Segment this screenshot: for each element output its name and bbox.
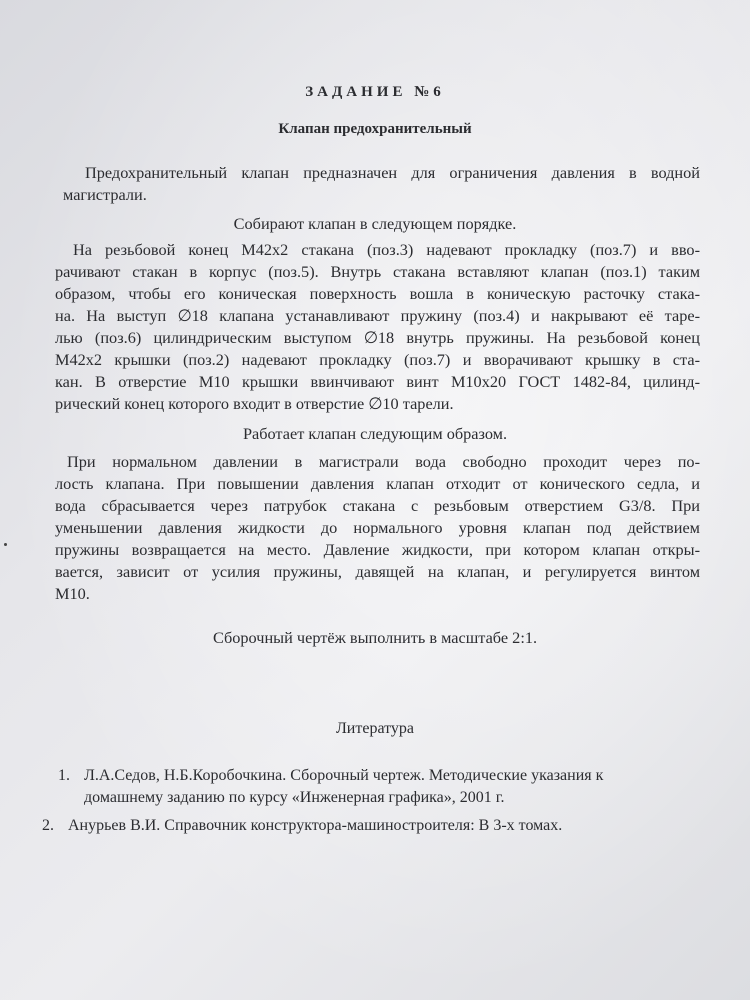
text-line: уменьшении давления жидкости до нормального уровня клапан под действием <box>55 518 700 537</box>
assembly-paragraph <box>55 239 700 415</box>
assembly-heading: Собирают клапан в следующем порядке. <box>233 214 517 233</box>
intro-paragraph <box>55 162 700 206</box>
text-line: лость клапана. При повышении давления клапан отходит от конического седла, и <box>55 474 700 493</box>
text-line: образом, чтобы его коническая поверхность вошла в коническую расточку стака- <box>55 284 700 303</box>
text-line: При нормальном давлении в магистрали вода свободно проходит через по- <box>67 452 700 471</box>
part-name: Клапан предохранительный <box>278 121 472 137</box>
literature-line: домашнему заданию по курсу «Инженерная графика», 2001 г. <box>84 789 505 806</box>
text-line: М42х2 крышки (поз.2) надевают прокладку (поз.7) и вворачивают крышку в ста- <box>55 350 700 369</box>
text-line: М10. <box>55 584 90 603</box>
operation-heading: Работает клапан следующим образом. <box>242 424 508 443</box>
operation-paragraph <box>55 451 700 605</box>
text-line: рический конец которого входит в отверстие ∅10 тарели. <box>55 394 454 413</box>
text-line: кан. В отверстие М10 крышки ввинчивают винт М10х20 ГОСТ 1482-84, цилинд- <box>55 372 700 391</box>
text-line: На резьбовой конец М42х2 стакана (поз.3) надевают прокладку (поз.7) и вво- <box>73 240 700 259</box>
text-line: магистрали. <box>63 185 147 204</box>
text-line: вается, зависит от усилия пружины, давящей на клапан, и регулируется винтом <box>55 562 700 581</box>
ink-speck <box>4 543 7 546</box>
literature-line: Л.А.Седов, Н.Б.Коробочкина. Сборочный чертеж. Методические указания к <box>84 767 604 784</box>
list-number: 1. <box>58 767 70 784</box>
text-line: на. На выступ ∅18 клапана устанавливают пружину (поз.4) и накрывают её таре- <box>55 306 700 325</box>
literature-item-1 <box>58 765 603 809</box>
scale-note: Сборочный чертёж выполнить в масштабе 2:1. <box>212 628 538 647</box>
list-number: 2. <box>42 817 54 834</box>
literature-line: Анурьев В.И. Справочник конструктора-машиностроителя: В 3-х томах. <box>68 817 563 834</box>
text-line: вода сбрасывается через патрубок стакана с резьбовым отверстием G3/8. При <box>55 496 700 515</box>
literature-item-2 <box>42 815 562 837</box>
text-line: пружины возвращается на место. Давление жидкости, при котором клапан откры- <box>55 540 700 559</box>
text-line: рачивают стакан в корпус (поз.5). Внутрь стакана вставляют клапан (поз.1) таким <box>55 262 700 281</box>
text-line: лью (поз.6) цилиндрическим выступом ∅18 внутрь пружины. На резьбовой конец <box>55 328 700 347</box>
literature-heading: Литература <box>335 720 415 737</box>
task-title: ЗАДАНИЕ №6 <box>305 84 445 100</box>
text-line: Предохранительный клапан предназначен для ограничения давления в водной <box>85 163 700 182</box>
